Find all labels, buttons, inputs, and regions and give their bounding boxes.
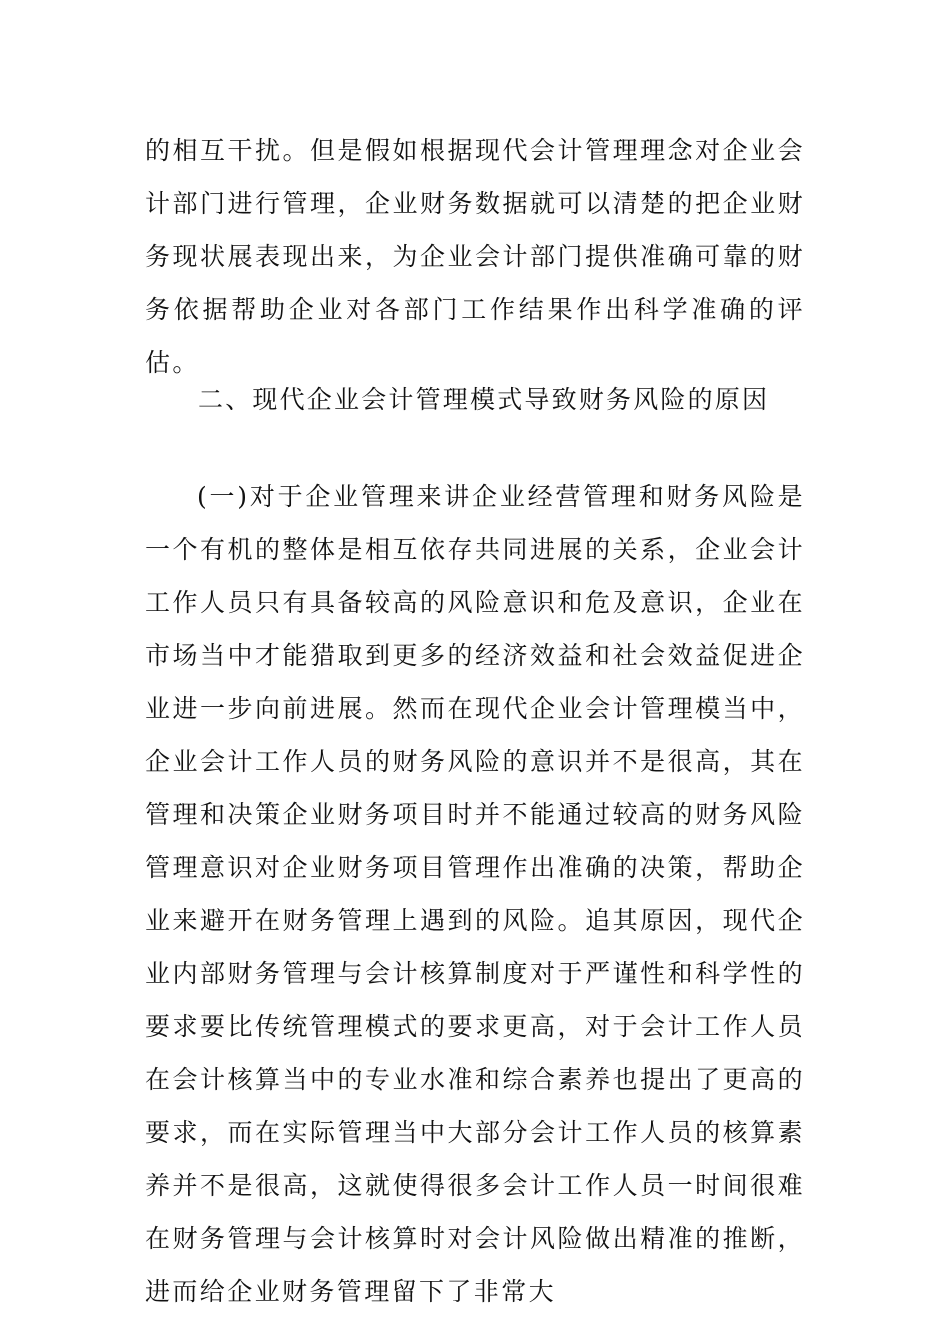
body-paragraph: (一)对于企业管理来讲企业经营管理和财务风险是一个有机的整体是相互依存共同进展的关系，企业会计工作人员只有具备较高的风险意识和危及意识，企业在市场当中才能猎取到更多的经济效益和社会效益促进企业进一步向前进展。然而在现代企业会计管理模当中，企业会计工作人员的财务风险的意识并不是很高，其在管理和决策企业财务项目时并不能通过较高的财务风险管理意识对企业财务项目管理作出准确的决策，帮助企业来避开在财务管理上遇到的风险。追其原因，现代企业内部财务管理与会计核算制度对于严谨性和科学性的要求要比传统管理模式的要求更高，对于会计工作人员在会计核算当中的专业水准和综合素养也提出了更高的要求，而在实际管理当中大部分会计工作人员的核算素养并不是很高，这就使得很多会计工作人员一时间很难在财务管理与会计核算时对会计风险做出精准的推断，进而给企业财务管理留下了非常大 <box>145 482 805 1306</box>
continued-paragraph: 的相互干扰。但是假如根据现代会计管理理念对企业会计部门进行管理，企业财务数据就可以清楚的把企业财务现状展表现出来，为企业会计部门提供准确可靠的财务依据帮助企业对各部门工作结果作出科学准确的评估。 <box>145 136 805 377</box>
section-heading: 二、现代企业会计管理模式导致财务风险的原因 <box>198 385 770 414</box>
